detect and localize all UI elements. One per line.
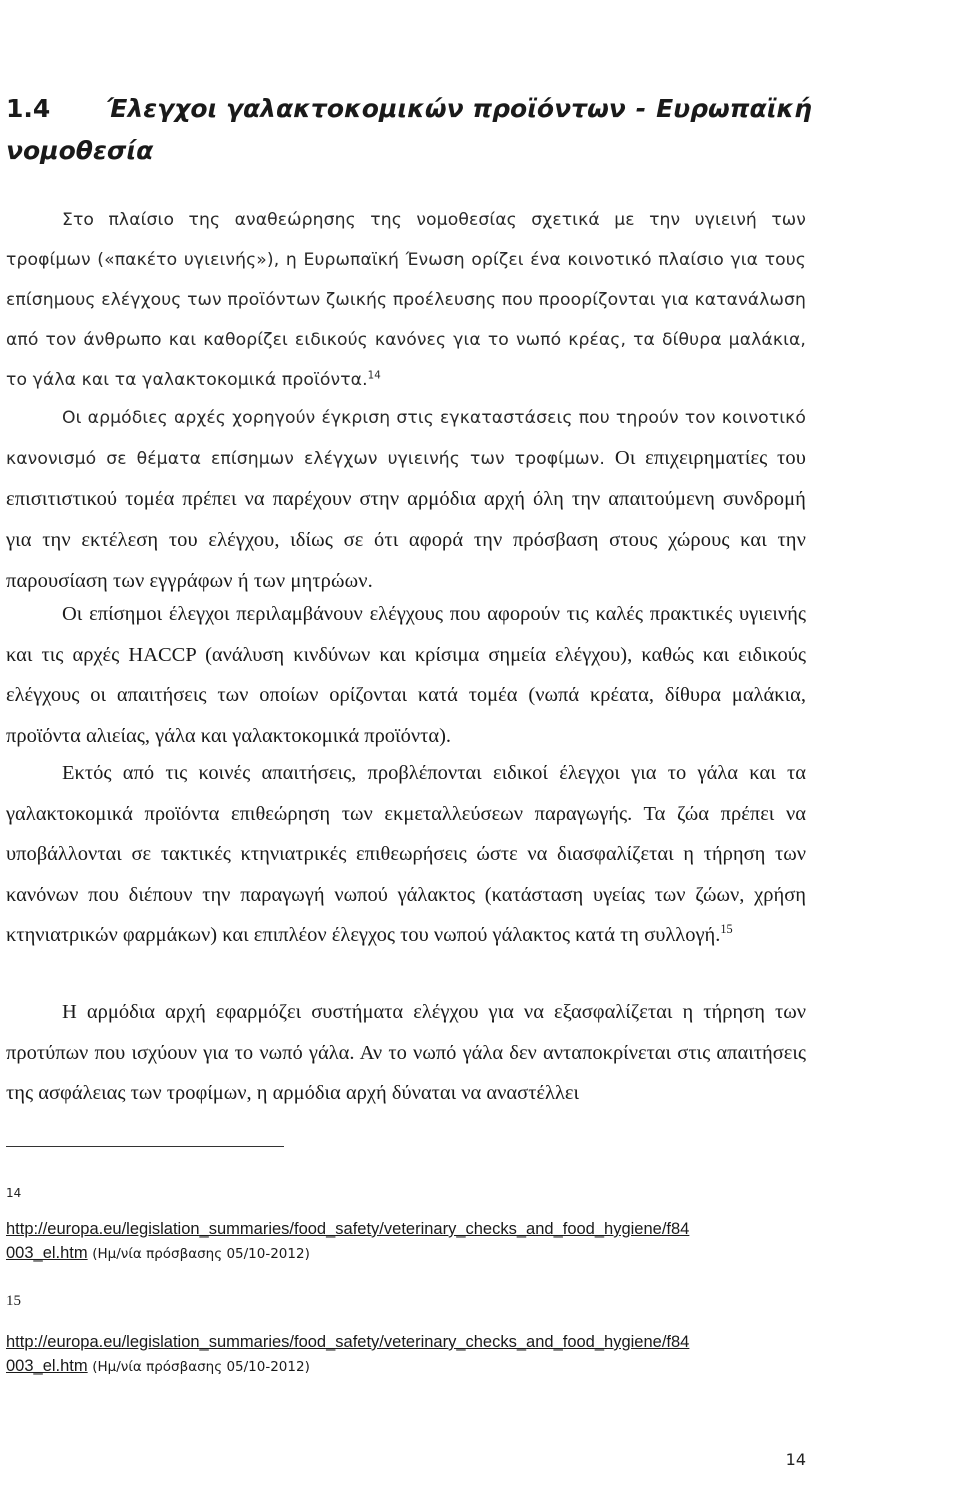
paragraph-text: Στο πλαίσιο της αναθεώρησης της νομοθεσίας σχετικά με την υγιεινή των τροφίμων («πακέτο υγιεινής»), η Ευρωπαϊκή Ένωση ορίζει ένα κοινοτικό πλαίσιο για τους επίσημους ελέγχους των προϊόντων ζωικής προέλευσης που προορίζονται για κατανάλωση από τον άνθρωπο και καθορίζει ειδικούς κανόνες για το νωπό κρέας, τα δίθυρα μαλάκια, το γάλα και τα γαλακτοκομικά προϊόντα. (6, 210, 806, 390)
paragraph-official-controls: Οι επίσημοι έλεγχοι περιλαμβάνουν ελέγχους που αφορούν τις καλές πρακτικές υγιεινής και τις αρχές HACCP (ανάλυση κινδύνων και κρίσιμα σημεία ελέγχου), καθώς και ειδικούς ελέγχους οι απαιτήσεις των οποίων ορίζονται κατά τομέα (νωπά κρέατα, δίθυρα μαλάκια, προϊόντα αλιείας, γάλα και γαλακτοκομικά προϊόντα). (6, 603, 806, 747)
footnote-ref-14: 14 (367, 369, 381, 382)
footnote-15 (6, 1330, 812, 1379)
section-heading (6, 88, 906, 172)
paragraph-text-sans: Οι αρμόδιες αρχές χορηγούν έγκριση στις εγκαταστάσεις που τηρούν τον κοινοτικό κανονισμό σε θέματα επίσημων ελέγχων υγιεινής των τροφίμων. (6, 408, 806, 469)
footnote-number: 15 (6, 1293, 21, 1309)
section-title-part1: Έλεγχοι γαλακτοκομικών προϊόντων (106, 94, 626, 123)
section-title-dash: - (635, 94, 647, 123)
footnote-14 (6, 1217, 812, 1266)
footnote-access-date: (Ημ/νία πρόσβασης 05/10-2012) (92, 1359, 310, 1375)
paragraph-hygiene-package (6, 200, 806, 400)
paragraph-milk-controls (6, 753, 806, 956)
paragraph-competent-authorities (6, 398, 806, 602)
footnote-separator (6, 1146, 284, 1147)
footnote-link[interactable]: http://europa.eu/legislation_summaries/food_safety/veterinary_checks_and_food_hygiene/f84 (6, 1220, 690, 1238)
footnote-access-date: (Ημ/νία πρόσβασης 05/10-2012) (92, 1246, 310, 1262)
footnote-number: 14 (6, 1186, 22, 1200)
footnote-ref-15: 15 (720, 922, 733, 937)
footnote-link-continued[interactable]: 003_el.htm (6, 1357, 88, 1375)
page-number: 14 (785, 1450, 806, 1469)
paragraph-text-serif: Οι επιχειρηματίες του επισιτιστικού τομέα πρέπει να παρέχουν στην αρμόδια αρχή όλη την απαιτούμενη συνδρομή για την εκτέλεση του ελέγχου, ιδίως σε ότι αφορά την πρόσβαση στους χώρους και την παρουσίαση των εγγράφων ή των μητρώων. (6, 447, 806, 592)
section-title-line2: νομοθεσία (6, 136, 154, 165)
section-number: 1.4 (6, 94, 51, 123)
paragraph-control-systems: Η αρμόδια αρχή εφαρμόζει συστήματα ελέγχου για να εξασφαλίζεται η τήρηση των προτύπων που ισχύουν για το νωπό γάλα. Αν το νωπό γάλα δεν ανταποκρίνεται στις απαιτήσεις της ασφάλειας των τροφίμων, η αρμόδια αρχή δύναται να αναστέλλει (6, 1001, 806, 1104)
footnote-link-continued[interactable]: 003_el.htm (6, 1244, 88, 1262)
footnote-link[interactable]: http://europa.eu/legislation_summaries/food_safety/veterinary_checks_and_food_hygiene/f84 (6, 1333, 690, 1351)
paragraph-text: Εκτός από τις κοινές απαιτήσεις, προβλέπονται ειδικοί έλεγχοι για το γάλα και τα γαλακτοκομικά προϊόντα επιθεώρηση των εκμεταλλεύσεων παραγωγής. Τα ζώα πρέπει να υποβάλλονται σε τακτικές κτηνιατρικές επιθεωρήσεις ώστε να διασφαλίζεται η τήρηση των κανόνων που διέπουν την παραγωγή νωπού γάλακτος (κατάσταση υγείας των ζώων, χρήση κτηνιατρικών φαρμάκων) και επιπλέον έλεγχος του νωπού γάλακτος κατά τη συλλογή. (6, 762, 806, 946)
section-title-part2: Ευρωπαϊκή (656, 94, 812, 123)
